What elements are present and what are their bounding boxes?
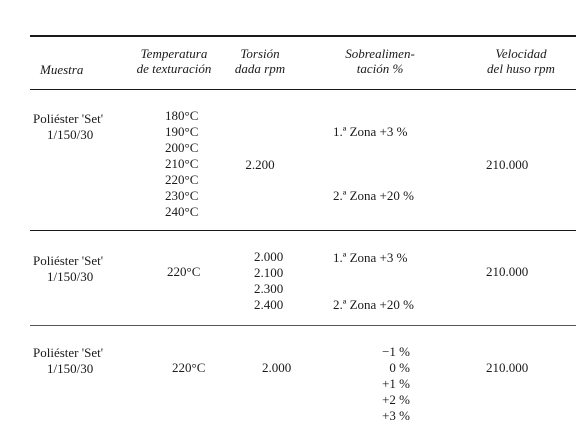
- row2-zona-2: 2.ª Zona +20 %: [333, 297, 414, 312]
- header-muestra-text: Muestra: [40, 62, 84, 77]
- header-torsion: [226, 46, 294, 76]
- row1-temperaturas: [165, 108, 198, 220]
- header-velocidad-line1: Velocidad: [495, 46, 547, 61]
- row2-muestra-line1: Poliéster 'Set': [33, 253, 104, 268]
- header-sobrealimentacion: [330, 46, 430, 76]
- table-top-rule: [30, 35, 576, 37]
- row3-muestra-line2: 1/150/30: [47, 361, 94, 376]
- row1-temp-4: 210°C: [165, 156, 199, 171]
- row3-muestra-line1: Poliéster 'Set': [33, 345, 104, 360]
- row3-sobre-4: +2 %: [382, 392, 410, 407]
- row2-muestra-line2: 1/150/30: [47, 269, 94, 284]
- header-bottom-rule: [30, 89, 576, 90]
- row1-zona-2: 2.ª Zona +20 %: [333, 188, 414, 203]
- row3-sobrealimentaciones: [364, 344, 410, 424]
- header-temperatura-line1: Temperatura: [140, 46, 208, 61]
- row2-torsion-2: 2.100: [254, 265, 284, 280]
- row2-muestra: [33, 253, 103, 285]
- row1-temp-2: 190°C: [165, 124, 199, 139]
- row1-temp-7: 240°C: [165, 204, 199, 219]
- row1-muestra-line2: 1/150/30: [47, 127, 94, 142]
- row3-temperatura: 220°C: [172, 360, 206, 375]
- row3-torsion: 2.000: [262, 360, 292, 375]
- header-sobre-line1: Sobrealimen-: [345, 46, 415, 61]
- header-sobre-line2: tación %: [356, 61, 404, 76]
- row2-torsion-4: 2.400: [254, 297, 284, 312]
- row2-torsion-1: 2.000: [254, 249, 284, 264]
- header-muestra: [40, 62, 83, 77]
- row1-muestra-line1: Poliéster 'Set': [33, 111, 104, 126]
- header-torsion-line1: Torsión: [240, 46, 280, 61]
- header-velocidad-line2: del huso rpm: [487, 61, 555, 76]
- header-velocidad: [466, 46, 576, 76]
- row3-sobre-2: 0 %: [389, 360, 410, 375]
- row1-torsion: 2.200: [245, 157, 275, 172]
- row1-zona-1: 1.ª Zona +3 %: [333, 124, 408, 139]
- header-torsion-line2: dada rpm: [234, 61, 286, 76]
- section-divider-1: [30, 230, 576, 231]
- row3-sobre-1: −1 %: [382, 344, 410, 359]
- row2-velocidad: 210.000: [486, 264, 529, 279]
- row2-torsiones: [254, 249, 283, 313]
- row1-velocidad: 210.000: [486, 157, 529, 172]
- row3-sobre-3: +1 %: [382, 376, 410, 391]
- row2-zona-1: 1.ª Zona +3 %: [333, 250, 408, 265]
- row2-torsion-3: 2.300: [254, 281, 284, 296]
- row1-temp-1: 180°C: [165, 108, 199, 123]
- row2-temperatura: 220°C: [167, 264, 201, 279]
- row1-temp-5: 220°C: [165, 172, 199, 187]
- row1-muestra: [33, 111, 103, 143]
- row3-muestra: [33, 345, 103, 377]
- section-divider-2: [30, 325, 576, 326]
- header-temperatura-line2: de texturación: [136, 61, 212, 76]
- row1-temp-6: 230°C: [165, 188, 199, 203]
- header-temperatura: [124, 46, 224, 76]
- row1-temp-3: 200°C: [165, 140, 199, 155]
- row3-velocidad: 210.000: [486, 360, 529, 375]
- row3-sobre-5: +3 %: [382, 408, 410, 423]
